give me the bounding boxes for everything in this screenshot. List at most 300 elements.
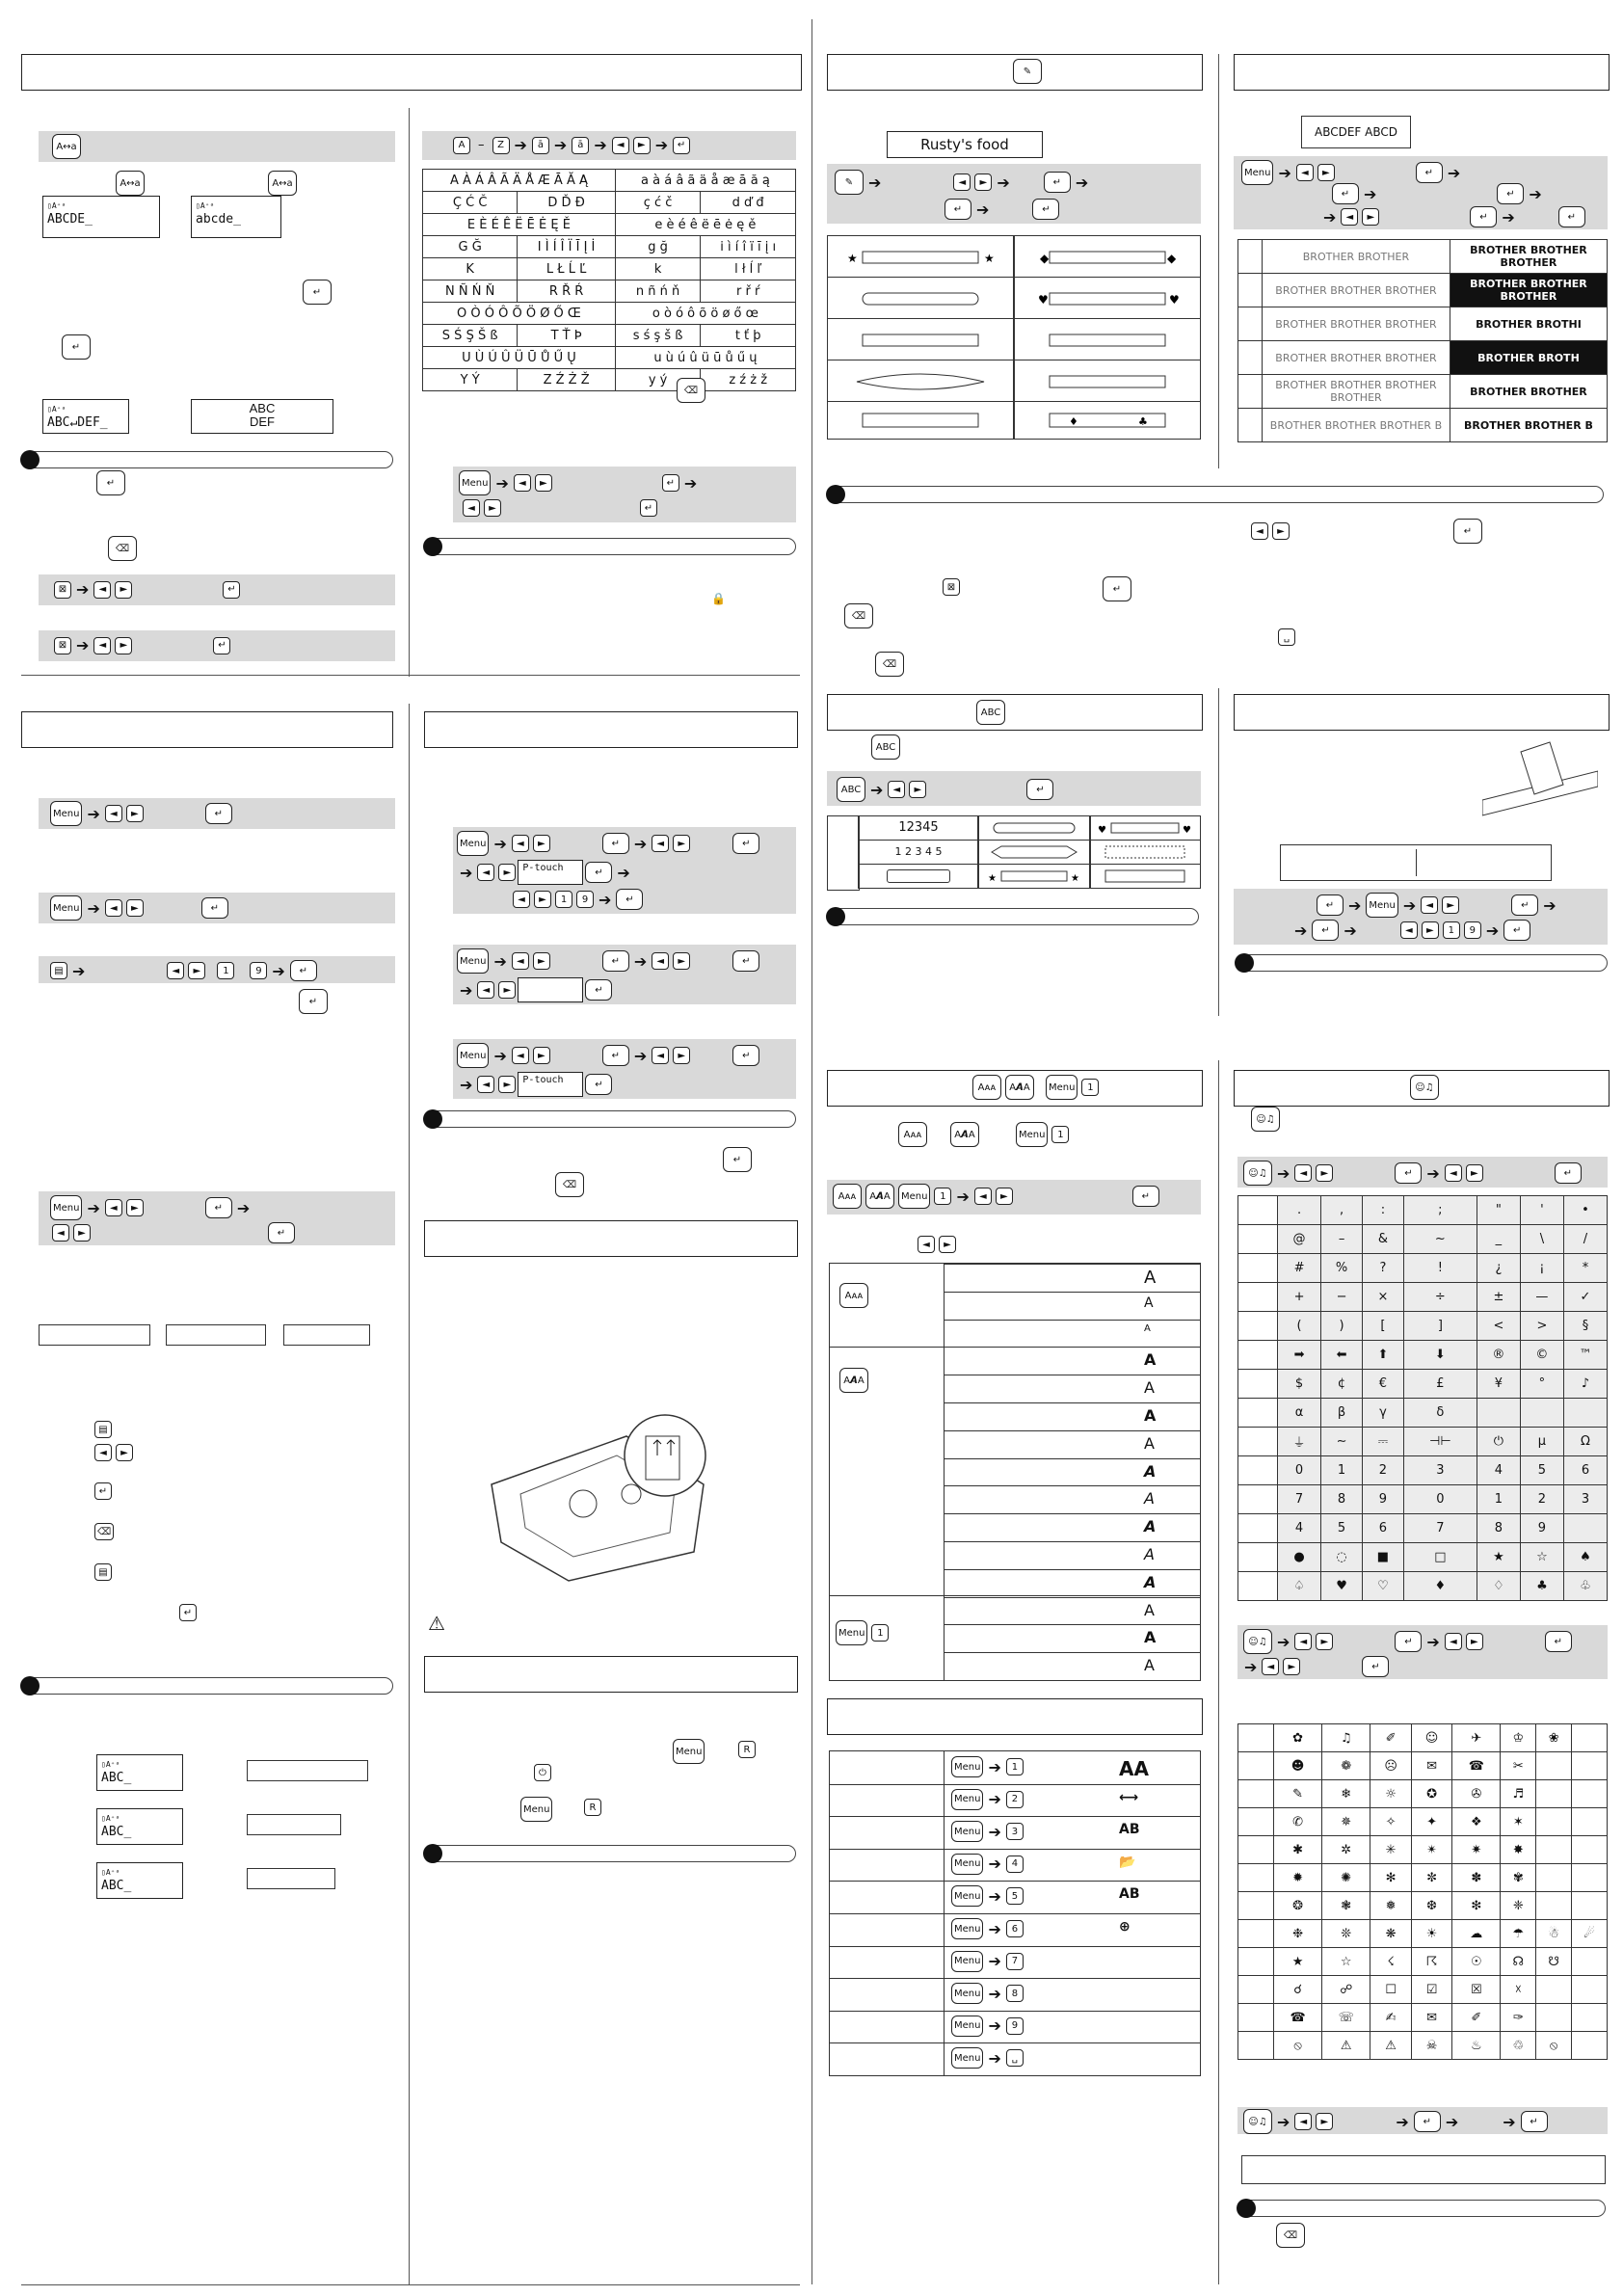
shortcut-icon: AB xyxy=(1119,1822,1140,1838)
left-key[interactable]: ◄ xyxy=(1251,522,1268,540)
svg-text:★: ★ xyxy=(984,252,995,265)
print-key[interactable]: ▤ xyxy=(94,1421,112,1438)
font-row-line xyxy=(944,1264,1200,1265)
pictograph-cell: ❈ xyxy=(1501,1892,1536,1920)
right-key[interactable]: ► xyxy=(633,137,651,154)
menu-key[interactable]: Menu xyxy=(951,1821,983,1842)
accent-cell: i ì í î ï ī į ı xyxy=(701,236,796,258)
symbol-cell: £ xyxy=(1403,1370,1477,1399)
shortcut-combo xyxy=(949,1821,1025,1842)
font-sample: A xyxy=(1144,1378,1155,1398)
frame-key[interactable]: ✎ xyxy=(1013,59,1042,84)
pictograph-cell: ❅ xyxy=(1370,1892,1411,1920)
symbol-cell: 7 xyxy=(1403,1514,1477,1543)
pictograph-cell xyxy=(1572,1976,1608,2004)
font-sample: A xyxy=(1144,1433,1155,1453)
pictograph-row xyxy=(1238,1752,1608,1780)
symbol-cell: + xyxy=(1278,1283,1321,1312)
symbol-cell: ⏚ xyxy=(1278,1428,1321,1456)
accent-cell: Ç Ć Č xyxy=(423,192,518,214)
accent-row xyxy=(423,214,796,236)
font-row-line xyxy=(944,1347,1200,1348)
symbol-cell xyxy=(1563,1514,1607,1543)
cable-instruction-bar: ↵ ➔ Menu ➔ ◄ ► ↵ ➔ ➔ ↵ ➔ ◄ ► 1 9 ➔ ↵ xyxy=(1234,889,1608,945)
print-key[interactable]: ▤ xyxy=(94,1563,112,1581)
number-key[interactable]: ␣ xyxy=(1006,2049,1024,2067)
r-key[interactable]: R xyxy=(584,1799,601,1816)
power-key[interactable]: ⏻ xyxy=(534,1764,551,1781)
pictograph-cell: ✸ xyxy=(1501,1836,1536,1864)
backspace-key[interactable]: ⌫ xyxy=(94,1523,114,1540)
section-header-mid-left xyxy=(21,711,393,748)
space-key[interactable]: ␣ xyxy=(1278,628,1295,646)
backspace-key[interactable]: ⌫ xyxy=(108,536,137,561)
symbol-key[interactable]: ☺♫ xyxy=(1410,1075,1439,1100)
accent-table xyxy=(422,169,796,391)
symbol-cell: ◌ xyxy=(1321,1543,1363,1572)
enter-key[interactable]: ↵ xyxy=(1453,519,1482,544)
section-header-top-left xyxy=(21,54,802,91)
tape-cassette-illustration xyxy=(482,1398,713,1590)
menu-key[interactable]: Menu xyxy=(1366,893,1397,918)
left-key[interactable]: ◄ xyxy=(612,137,629,154)
symbol-strip xyxy=(1241,2155,1606,2184)
accent-cell: l ł ĺ ľ xyxy=(701,258,796,280)
backspace-key[interactable]: ⌫ xyxy=(844,603,873,628)
pictograph-row xyxy=(1238,2032,1608,2060)
shortcut-line xyxy=(830,1849,1200,1850)
frame-label-sample: Rusty's food xyxy=(887,131,1043,158)
font-sample: A xyxy=(1144,1628,1157,1647)
pictograph-row xyxy=(1238,1976,1608,2004)
accent-cell: S Ś Ş Š ß xyxy=(423,325,518,347)
pictograph-cell xyxy=(1536,1780,1572,1808)
symbols-table xyxy=(1237,1195,1608,1601)
accent-cell: L Ł Ĺ Ľ xyxy=(518,258,616,280)
number-key[interactable]: 7 xyxy=(1006,1953,1024,1970)
pictograph-cell: ✦ xyxy=(1411,1808,1451,1836)
instruction-bar: Menu ➔ ◄ ► ↵ ➔ ◄ ► ↵ ➔ ◄ ► ↵ xyxy=(453,945,796,1004)
menu-key[interactable]: Menu xyxy=(457,1043,489,1068)
symbol-row xyxy=(1238,1341,1608,1370)
menu-key[interactable]: Menu xyxy=(951,1951,983,1972)
enter-key[interactable]: ↵ xyxy=(303,280,332,305)
font-table: Aᴀᴀ A𝘼A Menu 1 A A A A A A A A A A A A A A A xyxy=(829,1263,1201,1681)
enter-key[interactable]: ↵ xyxy=(299,989,328,1014)
symbol-cell: □ xyxy=(1403,1543,1477,1572)
symbol-row xyxy=(1238,1399,1608,1428)
menu-key[interactable]: Menu xyxy=(50,1195,82,1220)
symbol-cell: ¿ xyxy=(1477,1254,1520,1283)
font-sample: A xyxy=(1144,1268,1157,1288)
arrow-icon: ➔ xyxy=(988,1855,1001,1874)
symbol-cell: $ xyxy=(1278,1370,1321,1399)
margin-diagram xyxy=(166,1324,266,1346)
left-key[interactable]: ◄ xyxy=(93,637,111,654)
pictograph-row xyxy=(1238,1724,1608,1752)
arrow-icon: ➔ xyxy=(514,136,527,154)
symbol-cell: ♣ xyxy=(1520,1572,1563,1601)
pictograph-cell: ☠ xyxy=(1411,2032,1451,2060)
pictograph-cell: ❀ xyxy=(1536,1724,1572,1752)
symbol-cell: 3 xyxy=(1563,1485,1607,1514)
caps-key[interactable]: A↔a xyxy=(268,171,297,196)
enter-key[interactable]: ↵ xyxy=(213,637,230,654)
symbol-cell: ➡ xyxy=(1278,1341,1321,1370)
pictograph-cell: ✉ xyxy=(1411,2004,1451,2032)
backspace-key[interactable]: ⌫ xyxy=(1276,2223,1305,2248)
font-row-line xyxy=(944,1652,1200,1653)
symbol-cell: ¡ xyxy=(1520,1254,1563,1283)
menu-key[interactable]: Menu xyxy=(951,1885,983,1907)
right-key[interactable]: ► xyxy=(115,637,132,654)
shortcut-combo xyxy=(949,2016,1025,2037)
accent-cell: O Ò Ó Ô Õ Ö Ø Ő Œ xyxy=(423,303,616,325)
symbol-cell: * xyxy=(1563,1254,1607,1283)
symbol-row xyxy=(1238,1543,1608,1572)
symbol-key[interactable]: ☺♫ xyxy=(1251,1107,1280,1132)
accent-cell: n ñ ń ň xyxy=(615,280,701,303)
symbol-cell: ( xyxy=(1278,1312,1321,1341)
instruction-bar: Menu ➔ ◄ ► ↵ xyxy=(39,798,395,829)
pictograph-instruction-bar: ☺♫ ➔ ◄ ► ↵ ➔ ◄ ► ↵ ➔ ◄ ► ↵ xyxy=(1237,1625,1608,1679)
menu-key[interactable]: Menu xyxy=(457,948,489,974)
symbol-cell: ™ xyxy=(1563,1341,1607,1370)
enter-key[interactable]: ↵ xyxy=(94,1482,112,1500)
symbol-cell: > xyxy=(1520,1312,1563,1341)
enter-key[interactable]: ↵ xyxy=(96,470,125,495)
menu-key[interactable]: Menu xyxy=(951,1756,983,1777)
barcode-instruction-bar: ABC ➔ ◄ ► ↵ xyxy=(827,771,1201,806)
menu-key[interactable]: Menu xyxy=(520,1797,552,1822)
svg-text:♥: ♥ xyxy=(1169,293,1180,307)
accent-key[interactable]: ā xyxy=(532,137,549,154)
clear-key[interactable]: ⊠ xyxy=(943,578,960,596)
pictograph-cell: ☉ xyxy=(1452,1948,1501,1976)
number-key[interactable]: 9 xyxy=(1006,2017,1024,2035)
pictograph-row xyxy=(1238,1836,1608,1864)
divider xyxy=(21,2284,800,2285)
number-key[interactable]: 1 xyxy=(1006,1758,1024,1775)
pictograph-cell: ☼ xyxy=(1370,1780,1411,1808)
arrow-icon: ➔ xyxy=(594,136,607,154)
font-row-line xyxy=(944,1402,1200,1403)
warning-icon: ⚠ xyxy=(428,1612,445,1635)
menu-key[interactable]: Menu xyxy=(457,831,489,856)
font-sample: A xyxy=(1144,1322,1151,1334)
pictograph-cell xyxy=(1536,1752,1572,1780)
symbol-cell: , xyxy=(1321,1196,1363,1225)
number-key[interactable]: 3 xyxy=(1006,1823,1024,1840)
symbol-cell: ? xyxy=(1363,1254,1404,1283)
accent-cell: a à á â ã ä å æ ā ă ą xyxy=(615,170,795,192)
caps-key[interactable]: A↔a xyxy=(52,134,81,159)
accent-cell: u ù ú û ü ū ů ű ų xyxy=(615,347,795,369)
abc-frame-key[interactable]: ABC xyxy=(871,734,900,760)
section-header-barcode xyxy=(827,694,1203,731)
symbol-cell: 0 xyxy=(1403,1485,1477,1514)
menu-key[interactable]: Menu xyxy=(951,1983,983,2004)
a-key[interactable]: A xyxy=(453,137,470,154)
symbol-row xyxy=(1238,1485,1608,1514)
symbol-cell: ¢ xyxy=(1321,1370,1363,1399)
enter-key[interactable]: ↵ xyxy=(673,137,690,154)
lcd-two-line: ▯A⁺ᵃ ABC↵DEF_ xyxy=(42,399,129,434)
pictograph-cell: ✳ xyxy=(1370,1836,1411,1864)
accent-cell: D Ď Đ xyxy=(518,192,616,214)
backspace-key[interactable]: ⌫ xyxy=(875,652,904,677)
pictograph-cell: ☑ xyxy=(1411,1976,1451,2004)
pictograph-cell: ☹ xyxy=(1370,1752,1411,1780)
style-preview: ABCDEF ABCD xyxy=(1301,116,1411,148)
svg-text:★: ★ xyxy=(1071,873,1079,884)
lcd-lower: ▯A⁺ᵃ abcde_ xyxy=(191,196,281,238)
section-header-mid-center xyxy=(424,711,798,748)
symbol-cell: 0 xyxy=(1278,1456,1321,1485)
symbol-cell: © xyxy=(1520,1341,1563,1370)
pictograph-cell: ☄ xyxy=(1572,1920,1608,1948)
pictograph-cell: ✽ xyxy=(1452,1864,1501,1892)
menu-key[interactable]: Menu xyxy=(50,801,82,826)
caps-key[interactable]: A↔a xyxy=(116,171,145,196)
right-key[interactable]: ► xyxy=(1272,522,1290,540)
number-key[interactable]: 2 xyxy=(1006,1791,1024,1808)
pictograph-cell: ✹ xyxy=(1274,1864,1322,1892)
shortcut-combo xyxy=(949,1789,1025,1810)
pictograph-cell: ☐ xyxy=(1370,1976,1411,2004)
symbol-row xyxy=(1238,1254,1608,1283)
font-row-line xyxy=(944,1292,1200,1293)
pictograph-cell: ✐ xyxy=(1452,2004,1501,2032)
accent-row xyxy=(423,258,796,280)
pictograph-cell: ✂ xyxy=(1501,1752,1536,1780)
symbol-row xyxy=(1238,1225,1608,1254)
right-key[interactable]: ► xyxy=(939,1236,956,1253)
divider xyxy=(1218,1060,1219,2284)
style-row xyxy=(1238,375,1608,409)
lcd-upper: ▯A⁺ᵃ ABCDE_ xyxy=(42,196,160,238)
accent-key[interactable]: ā xyxy=(572,137,589,154)
font-sample: A xyxy=(1144,1656,1155,1675)
label-length xyxy=(247,1868,335,1889)
pictograph-cell: ☍ xyxy=(1322,1976,1370,2004)
left-key[interactable]: ◄ xyxy=(93,581,111,599)
instruction-bar xyxy=(39,630,395,661)
menu-key[interactable]: Menu xyxy=(50,895,82,921)
arrow-icon: ➔ xyxy=(553,136,568,154)
symbol-cell: × xyxy=(1363,1283,1404,1312)
cable-label-preview xyxy=(1280,844,1552,881)
font-row-line xyxy=(944,1430,1200,1431)
pictograph-row xyxy=(1238,1808,1608,1836)
symbol-cell: ; xyxy=(1403,1196,1477,1225)
margin-diagram xyxy=(283,1324,370,1346)
symbol-cell: – xyxy=(1321,1225,1363,1254)
symbol-cell: @ xyxy=(1278,1225,1321,1254)
z-key[interactable]: Z xyxy=(492,137,510,154)
shortcut-line xyxy=(830,1946,1200,1947)
symbol-cell: # xyxy=(1278,1254,1321,1283)
shortcut-combo xyxy=(949,1918,1025,1939)
accent-cell: R Ř Ŕ xyxy=(518,280,616,303)
shortcut-combo xyxy=(949,1854,1025,1875)
menu-key[interactable]: Menu xyxy=(1241,160,1273,185)
symbol-cell: 1 xyxy=(1477,1485,1520,1514)
svg-text:★: ★ xyxy=(847,252,858,265)
symbol-cell: 5 xyxy=(1321,1514,1363,1543)
enter-key[interactable]: ↵ xyxy=(1103,576,1131,601)
instruction-bar: ▤ ➔ ◄ ► 1 9 ➔ ↵ xyxy=(39,956,395,983)
symbol-cell: ± xyxy=(1477,1283,1520,1312)
symbol-cell: < xyxy=(1477,1312,1520,1341)
frames-grid xyxy=(827,235,1201,440)
instruction-bar xyxy=(39,574,395,605)
shortcut-line xyxy=(830,2011,1200,2012)
pictograph-cell: ✉ xyxy=(1411,1752,1451,1780)
note-bar xyxy=(424,1845,796,1862)
shortcut-line xyxy=(830,1913,1200,1914)
clear-key[interactable]: ⊠ xyxy=(54,637,71,654)
backspace-key[interactable]: ⌫ xyxy=(555,1172,584,1197)
arrow-icon: ➔ xyxy=(988,2016,1001,2036)
right-key[interactable]: ► xyxy=(116,1444,133,1461)
pictograph-cell: ❁ xyxy=(1322,1752,1370,1780)
symbol-cell xyxy=(1477,1399,1520,1428)
pictograph-cell: ☺ xyxy=(1411,1724,1451,1752)
left-key[interactable]: ◄ xyxy=(94,1444,112,1461)
shortcut-line xyxy=(830,2042,1200,2043)
accent-row xyxy=(423,236,796,258)
style-sample: BROTHER BROTHER BROTHER xyxy=(1450,274,1607,307)
style-sample: BROTHER BROTHER BROTHER BROTHER xyxy=(1263,375,1450,409)
arrow-icon: ➔ xyxy=(988,1952,1001,1971)
menu-key[interactable]: Menu xyxy=(951,1789,983,1810)
number-key[interactable]: 5 xyxy=(1006,1887,1024,1905)
symbol-cell: : xyxy=(1363,1196,1404,1225)
section-header-fonts: Aᴀᴀ A𝘼A Menu 1 xyxy=(827,1070,1203,1107)
enter-key[interactable]: ↵ xyxy=(223,581,240,599)
enter-key[interactable]: ↵ xyxy=(179,1604,197,1621)
accent-cell: E È É Ê Ë Ē Ė Ę Ě xyxy=(423,214,616,236)
font-sample: A xyxy=(1144,1517,1157,1536)
right-key[interactable]: ► xyxy=(115,581,132,599)
pictograph-cell: ✐ xyxy=(1370,1724,1411,1752)
symbol-row xyxy=(1238,1312,1608,1341)
shortcut-icon: AB xyxy=(1119,1886,1140,1903)
enter-key[interactable]: ↵ xyxy=(723,1147,752,1172)
shortcut-icon: AA xyxy=(1119,1757,1149,1780)
left-key[interactable]: ◄ xyxy=(918,1236,935,1253)
pictograph-cell: ✿ xyxy=(1274,1724,1322,1752)
symbol-cell: € xyxy=(1363,1370,1404,1399)
symbol-cell: 4 xyxy=(1278,1514,1321,1543)
number-key[interactable]: 8 xyxy=(1006,1985,1024,2002)
symbol-cell: 6 xyxy=(1563,1456,1607,1485)
arrow-icon: ➔ xyxy=(988,1886,1001,1906)
font-row-line xyxy=(944,1541,1200,1542)
clear-key[interactable]: ⊠ xyxy=(54,581,71,599)
accent-cell: o ò ó ô õ ö ø ő œ xyxy=(615,303,795,325)
pictograph-cell: ☇ xyxy=(1370,1948,1411,1976)
svg-text:♣: ♣ xyxy=(1138,415,1148,428)
lcd-ptouch: P-touch xyxy=(518,860,583,885)
symbol-cell: β xyxy=(1321,1399,1363,1428)
pictograph-cell: ✇ xyxy=(1452,1780,1501,1808)
label-length xyxy=(247,1814,341,1835)
symbol-cell: ⎓ xyxy=(1363,1428,1404,1456)
backspace-key[interactable]: ⌫ xyxy=(677,378,705,403)
accent-cell: g ğ xyxy=(615,236,701,258)
arrow-icon: ➔ xyxy=(988,1919,1001,1938)
menu-key[interactable]: Menu xyxy=(459,470,491,495)
number-key[interactable]: 6 xyxy=(1006,1920,1024,1937)
pictograph-cell xyxy=(1536,1808,1572,1836)
menu-key[interactable]: Menu xyxy=(951,1918,983,1939)
symbol-cell: ! xyxy=(1403,1254,1477,1283)
pictograph-cell: ✵ xyxy=(1322,1808,1370,1836)
font-sample: A xyxy=(1144,1461,1157,1481)
pictograph-cell: ☊ xyxy=(1501,1948,1536,1976)
accent-row xyxy=(423,347,796,369)
accent-cell: Z Ź Ż Ž xyxy=(518,369,616,391)
lcd-ptouch: P-touch xyxy=(518,1072,583,1097)
shortcut-combo xyxy=(949,1983,1025,2004)
symbol-cell: ♦ xyxy=(1403,1572,1477,1601)
symbol-cell: ® xyxy=(1477,1341,1520,1370)
symbol-cell: ⬅ xyxy=(1321,1341,1363,1370)
menu-key[interactable]: Menu xyxy=(673,1739,705,1764)
r-key[interactable]: R xyxy=(738,1741,756,1758)
style-sample: BROTHER BROTHER BROTHER B xyxy=(1263,409,1450,442)
style-instruction-bar: Menu ➔ ◄ ► ↵ ➔ ↵ ➔ ↵ ➔ ➔ ◄ ► ↵ ➔ ↵ xyxy=(1234,156,1608,229)
menu-key[interactable]: Menu xyxy=(951,2047,983,2069)
enter-key[interactable]: ↵ xyxy=(62,334,91,360)
accent-cell: K xyxy=(423,258,518,280)
symbol-row xyxy=(1238,1572,1608,1601)
pictograph-cell xyxy=(1572,1836,1608,1864)
font-sample: A xyxy=(1144,1406,1157,1425)
divider xyxy=(1218,54,1219,468)
arrow-icon: ➔ xyxy=(988,1757,1001,1776)
style-row xyxy=(1238,409,1608,442)
symbol-cell: ♧ xyxy=(1563,1572,1607,1601)
pictograph-cell: ❃ xyxy=(1322,1892,1370,1920)
abc-frame-key[interactable]: ABC xyxy=(976,700,1005,725)
instruction-bar: Menu ➔ ◄ ► ↵ xyxy=(39,893,395,923)
pictograph-cell: ⚠ xyxy=(1322,2032,1370,2060)
pictograph-cell: ✑ xyxy=(1501,2004,1536,2032)
symbol-cell: ¥ xyxy=(1477,1370,1520,1399)
divider xyxy=(21,675,800,676)
symbol-cell: ♡ xyxy=(1363,1572,1404,1601)
pictograph-cell xyxy=(1572,1892,1608,1920)
label-two-line: ABC DEF xyxy=(191,399,333,434)
symbol-cell: ÷ xyxy=(1403,1283,1477,1312)
pictograph-cell: ⦸ xyxy=(1274,2032,1322,2060)
pictograph-cell: ☎ xyxy=(1274,2004,1322,2032)
accent-row xyxy=(423,369,796,391)
menu-key[interactable]: Menu xyxy=(951,1854,983,1875)
number-key[interactable]: 4 xyxy=(1006,1855,1024,1873)
symbol-cell: ■ xyxy=(1363,1543,1404,1572)
pictograph-table xyxy=(1237,1723,1608,2060)
symbol-row xyxy=(1238,1514,1608,1543)
symbol-cell: ) xyxy=(1321,1312,1363,1341)
font-keys-row: Aᴀᴀ A𝘼A Menu 1 xyxy=(896,1122,1071,1147)
menu-key[interactable]: Menu xyxy=(951,2016,983,2037)
pictograph-cell: ❋ xyxy=(1370,1920,1411,1948)
frame-key[interactable]: ✎ xyxy=(835,170,864,195)
